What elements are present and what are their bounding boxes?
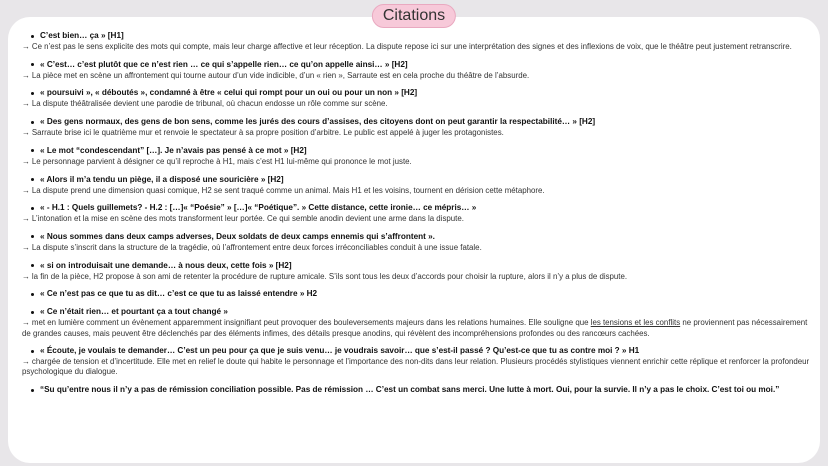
arrow-icon: → <box>22 271 30 281</box>
citation-11 <box>22 307 810 338</box>
page-title: Citations <box>372 4 456 28</box>
citation-5 <box>22 146 810 167</box>
citation-3 <box>22 88 810 109</box>
citation-comment: → chargée de tension et d’incertitude. Elle met en relief le doute qui habite le personnage et l’importance des non-dits dans leur relation. Plusieurs procédés stylistiques viennent enrichir cette réplique et renforcer la profondeur psychologique du dialogue. <box>22 357 810 377</box>
citation-10 <box>22 289 810 300</box>
citation-comment: → L’intonation et la mise en scène des mots transforment leur portée. Ce qui semble anodin devient une arme dans la dispute. <box>22 214 464 224</box>
citation-comment: → La dispute théâtralisée devient une parodie de tribunal, où chacun endosse un rôle comme sur scène. <box>22 99 388 109</box>
citation-12 <box>22 346 810 377</box>
citation-quote: “Su qu’entre nous il n’y a pas de rémission conciliation possible. Pas de rémission … C’est un combat sans merci. Une lutte à mort. Oui, pour la survie. Il n’y a pas le choix. C’est toi ou moi.” <box>22 385 810 396</box>
arrow-icon: → <box>22 185 30 195</box>
citation-comment: → Ce n’est pas le sens explicite des mots qui compte, mais leur charge affective et leur réception. La dispute repose ici sur une interprétation des signes et des inflexions de voix, que le théâtre peut justement retranscrire. <box>22 42 792 51</box>
citation-comment: → la fin de la pièce, H2 propose à son ami de retenter la procédure de rupture amicale. S’ils sont tous les deux d’accords pour choisir la rupture, alors il n’y a plus de dispute. <box>22 271 628 281</box>
citation-9 <box>22 261 810 282</box>
citation-quote: « C’est… c’est plutôt que ce n’est rien … ce qui s’appelle rien… ce qu’on appelle ainsi… » [H2] <box>22 60 810 71</box>
citation-quote: C’est bien… ça » [H1] <box>22 31 810 42</box>
citation-1 <box>22 31 810 52</box>
underlined-phrase: les tensions et les conflits <box>590 318 681 328</box>
citation-13 <box>22 385 810 396</box>
citation-quote: « Ce n’était rien… et pourtant ça a tout changé » <box>22 307 810 318</box>
arrow-icon: → <box>22 128 30 138</box>
arrow-icon: → <box>22 42 30 51</box>
citation-quote: « Des gens normaux, des gens de bon sens, comme les jurés des cours d’assises, des citoyens dont on peut garantir la respectabilité… » [H2] <box>22 117 810 128</box>
citation-comment: → La pièce met en scène un affrontement qui tourne autour d’un vide indicible, d’un « rien », Sarraute est en cela proche du théâtre de l’absurde. <box>22 70 530 80</box>
citation-quote: « Alors il m’a tendu un piège, il a disposé une souricière » [H2] <box>22 175 810 186</box>
arrow-icon: → <box>22 70 30 80</box>
citation-comment: → La dispute s’inscrit dans la structure de la tragédie, où l’affrontement entre deux forces irréconciliables conduit à une issue fatale. <box>22 242 482 252</box>
citations-card <box>8 17 820 463</box>
arrow-icon: → <box>22 357 30 367</box>
citation-6 <box>22 175 810 196</box>
citation-quote: « Nous sommes dans deux camps adverses, Deux soldats de deux camps ennemis qui s’affrontent ». <box>22 232 810 243</box>
citation-comment: → Le personnage parvient à désigner ce qu’il reproche à H1, mais c’est H1 lui-même qui prononce le mot juste. <box>22 156 412 166</box>
citation-comment: → La dispute prend une dimension quasi comique, H2 se sent traqué comme un animal. Mais H1 et les voisins, tournent en dérision cette métaphore. <box>22 185 545 195</box>
citations-list <box>22 31 810 403</box>
citation-quote: « Le mot “condescendant” […]. Je n’avais pas pensé à ce mot » [H2] <box>22 146 810 157</box>
citation-quote: « Ce n’est pas ce que tu as dit… c’est ce que tu as laissé entendre » H2 <box>22 289 810 300</box>
arrow-icon: → <box>22 156 30 166</box>
citation-2 <box>22 60 810 81</box>
arrow-icon: → <box>22 242 30 252</box>
citation-4 <box>22 117 810 138</box>
citation-7 <box>22 203 810 224</box>
citation-comment: → Sarraute brise ici le quatrième mur et renvoie le spectateur à sa propre position d’arbitre. Le public est appelé à juger les protagonistes. <box>22 128 504 138</box>
citation-quote: « poursuivi », « déboutés », condamné à être « celui qui rompt pour un oui ou pour un non » [H2] <box>22 88 810 99</box>
citation-comment: → met en lumière comment un évènement apparemment insignifiant peut provoquer des bouleversements majeurs dans les relations humaines. Elle souligne que les tensions et les conflits ne proviennent pas nécessairement de grandes causes, mais peuvent être déclenchés par des éléments infimes, des détails presque anodins, qui révèlent des incompréhensions profondes ou des rancœurs cachées. <box>22 318 808 338</box>
citation-quote: « si on introduisait une demande… à nous deux, cette fois » [H2] <box>22 261 810 272</box>
citation-quote: « - H.1 : Quels guillemets? - H.2 : […]« “Poésie” » […]« “Poétique”. » Cette distance, cette ironie… ce mépris… » <box>22 203 810 214</box>
arrow-icon: → <box>22 99 30 109</box>
citation-quote: « Écoute, je voulais te demander… C’est un peu pour ça que je suis venu… je voudrais savoir… que s’est-il passé ? Qu’est-ce que tu as contre moi ? » H1 <box>22 346 810 357</box>
arrow-icon: → <box>22 214 30 224</box>
citation-8 <box>22 232 810 253</box>
arrow-icon: → <box>22 318 30 328</box>
